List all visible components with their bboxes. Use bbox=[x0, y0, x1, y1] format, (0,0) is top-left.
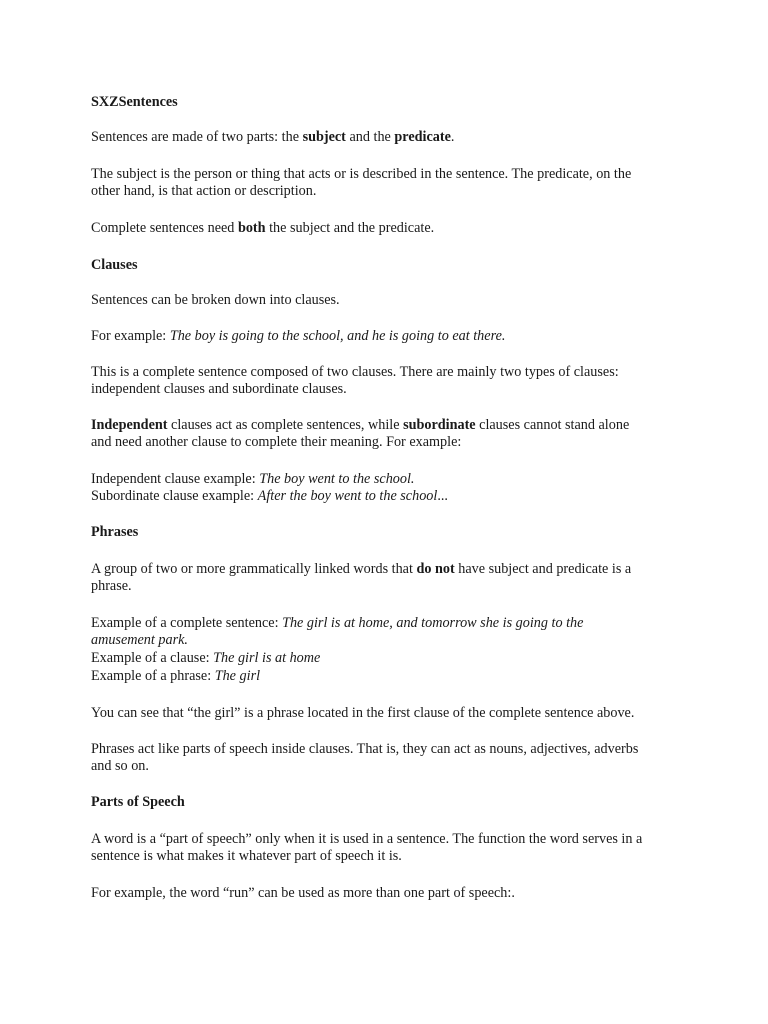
text: Example of a phrase: bbox=[91, 668, 215, 684]
text-line bbox=[91, 830, 642, 848]
text-line bbox=[91, 416, 629, 434]
text: Phrases act like parts of speech inside clauses. That is, they can act as nouns, adjectives, adverbs bbox=[91, 741, 639, 757]
text: A word is a “part of speech” only when it is used in a sentence. The function the word serves in a bbox=[91, 831, 643, 847]
text-line bbox=[91, 219, 434, 237]
text-line bbox=[91, 470, 414, 488]
text-line bbox=[91, 560, 631, 578]
text: For example, the word “run” can be used as more than one part of speech:. bbox=[91, 885, 515, 901]
text: clauses act as complete sentences, while bbox=[167, 417, 404, 433]
bold-text: Clauses bbox=[91, 257, 138, 273]
bold-text: Independent bbox=[91, 417, 168, 433]
text-line bbox=[91, 847, 402, 865]
text: and so on. bbox=[91, 758, 149, 774]
section-heading bbox=[91, 93, 178, 111]
text-line bbox=[91, 757, 149, 775]
text-line bbox=[91, 667, 260, 685]
text: Complete sentences need bbox=[91, 220, 238, 236]
text: sentence is what makes it whatever part of speech it is. bbox=[91, 848, 402, 864]
text: other hand, is that action or description. bbox=[91, 183, 317, 199]
bold-text: subordinate bbox=[403, 417, 476, 433]
italic-text: The boy is going to the school, and he is going to eat there. bbox=[169, 328, 506, 344]
bold-text: SXZSentences bbox=[91, 94, 178, 110]
italic-text: amusement park. bbox=[91, 632, 188, 648]
text-line bbox=[91, 614, 583, 632]
bold-text: subject bbox=[302, 129, 346, 145]
bold-text: Phrases bbox=[91, 524, 139, 540]
text: independent clauses and subordinate clauses. bbox=[91, 381, 347, 397]
text: . bbox=[450, 129, 455, 145]
text: Sentences can be broken down into clauses. bbox=[91, 292, 340, 308]
italic-text: After the boy went to the school bbox=[257, 488, 438, 504]
text: You can see that “the girl” is a phrase located in the first clause of the complete sentence above. bbox=[91, 705, 635, 721]
text: clauses cannot stand alone bbox=[475, 417, 630, 433]
text: ... bbox=[437, 488, 448, 504]
text: Sentences are made of two parts: the bbox=[91, 129, 303, 145]
text: and need another clause to complete their meaning. For example: bbox=[91, 434, 462, 450]
text: Subordinate clause example: bbox=[91, 488, 258, 504]
text: Independent clause example: bbox=[91, 471, 260, 487]
text-line bbox=[91, 577, 132, 595]
text: the subject and the predicate. bbox=[265, 220, 435, 236]
italic-text: The girl is at home, and tomorrow she is going to the bbox=[282, 615, 584, 631]
italic-text: The boy went to the school. bbox=[259, 471, 415, 487]
text-line bbox=[91, 884, 515, 902]
text-line bbox=[91, 128, 454, 146]
text-line bbox=[91, 165, 631, 183]
text-line bbox=[91, 433, 461, 451]
bold-text: Parts of Speech bbox=[91, 794, 185, 810]
italic-text: The girl bbox=[214, 668, 261, 684]
text-line bbox=[91, 631, 188, 649]
text: Example of a clause: bbox=[91, 650, 214, 666]
bold-text: do not bbox=[416, 561, 455, 577]
text-line bbox=[91, 380, 347, 398]
text-line bbox=[91, 182, 316, 200]
text: The subject is the person or thing that acts or is described in the sentence. The predicate, on the bbox=[91, 166, 632, 182]
text-line bbox=[91, 649, 320, 667]
text-line bbox=[91, 363, 619, 381]
section-heading bbox=[91, 793, 185, 811]
bold-text: both bbox=[237, 220, 266, 236]
text: This is a complete sentence composed of two clauses. There are mainly two types of clauses: bbox=[91, 364, 619, 380]
text-line bbox=[91, 291, 340, 309]
text: Example of a complete sentence: bbox=[91, 615, 283, 631]
italic-text: The girl is at home bbox=[213, 650, 321, 666]
text-line bbox=[91, 740, 638, 758]
section-heading bbox=[91, 523, 138, 541]
text: For example: bbox=[91, 328, 170, 344]
text: A group of two or more grammatically linked words that bbox=[91, 561, 417, 577]
text-line bbox=[91, 704, 634, 722]
text: phrase. bbox=[91, 578, 132, 594]
bold-text: predicate bbox=[394, 129, 451, 145]
text: and the bbox=[345, 129, 395, 145]
text: have subject and predicate is a bbox=[454, 561, 632, 577]
text-line bbox=[91, 487, 448, 505]
text-line bbox=[91, 327, 505, 345]
section-heading bbox=[91, 256, 138, 274]
